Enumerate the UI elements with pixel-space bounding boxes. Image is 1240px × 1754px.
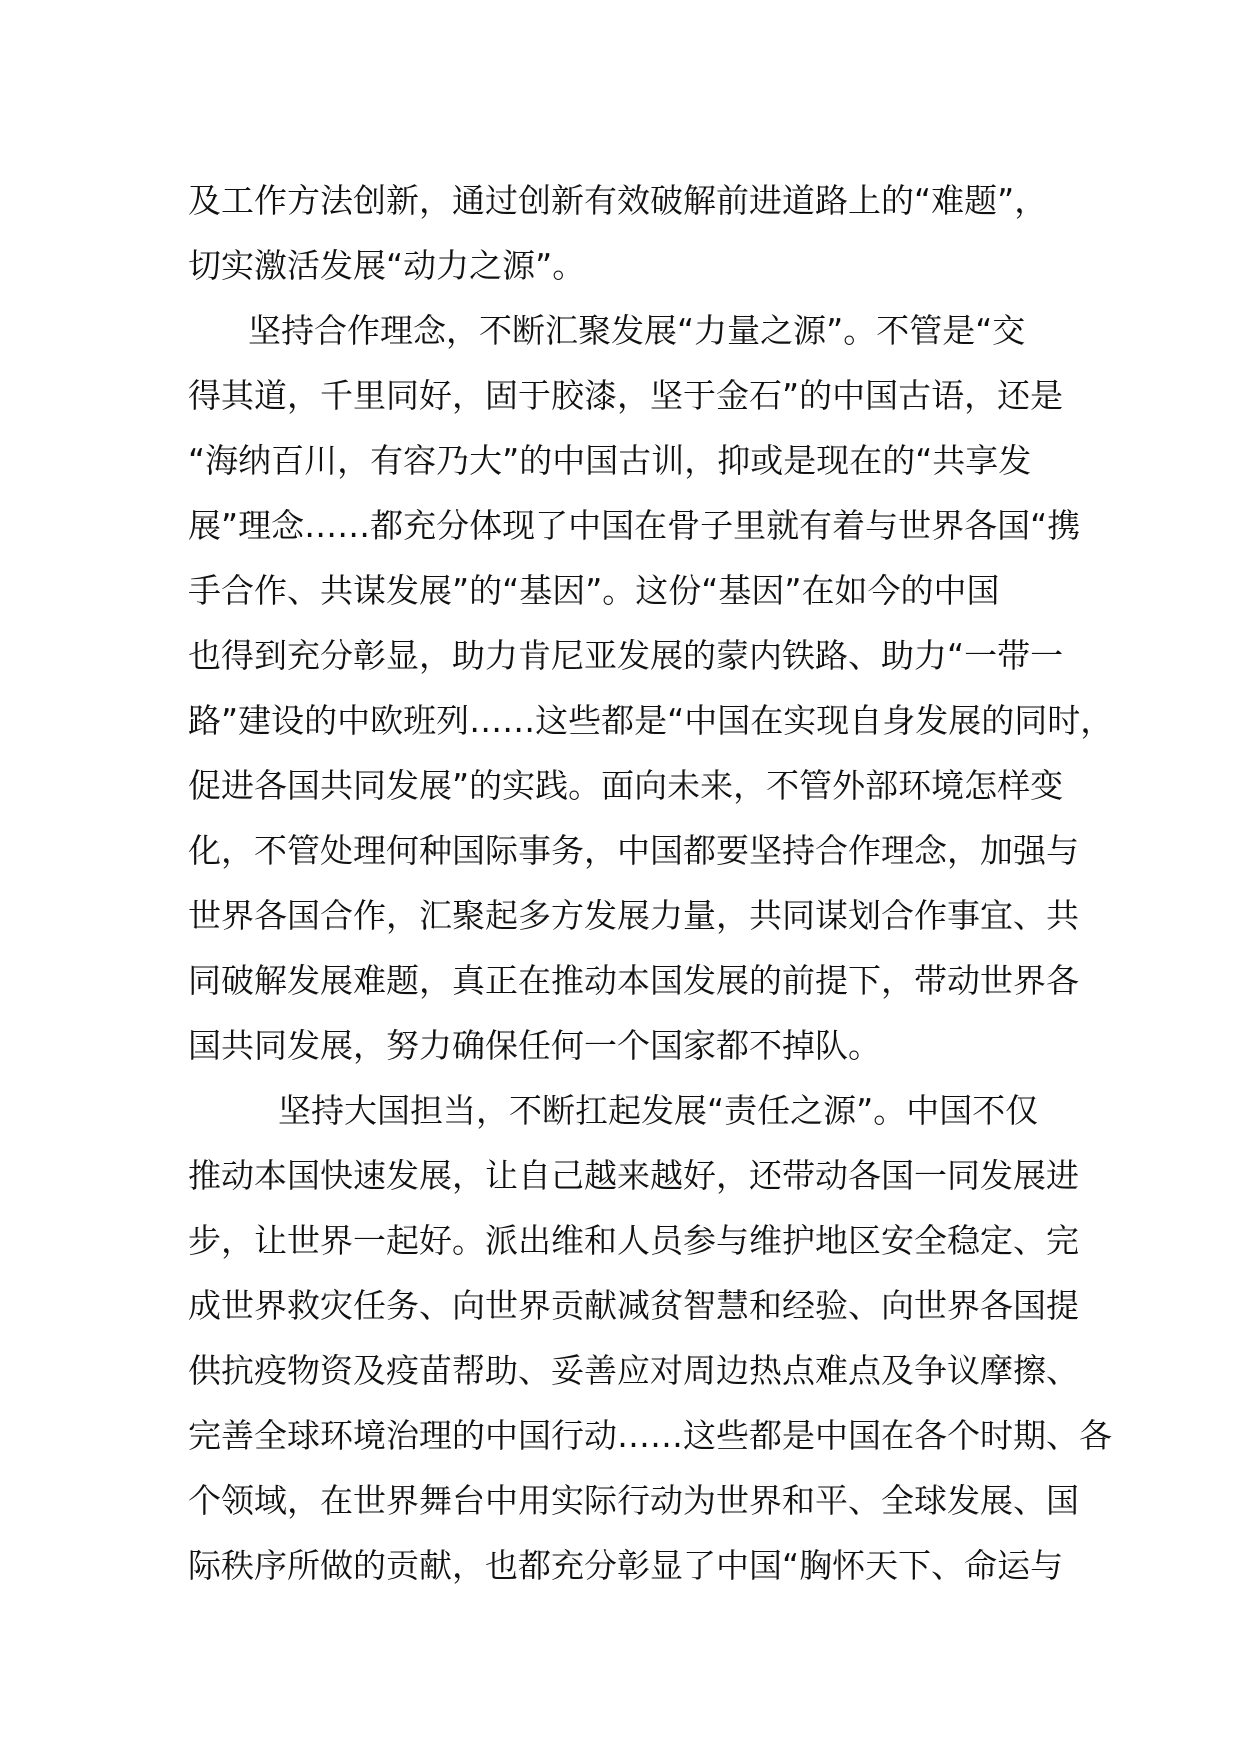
text-line: 切实激活发展“动力之源”。 bbox=[188, 246, 586, 285]
text-line: 国共同发展，努力确保任何一个国家都不掉队。 bbox=[188, 1026, 881, 1065]
text-line: 展”理念……都充分体现了中国在骨子里就有着与世界各国“携 bbox=[188, 506, 1081, 545]
text-line: 化，不管处理何种国际事务，中国都要坚持合作理念，加强与 bbox=[188, 831, 1079, 870]
text-line: 同破解发展难题，真正在推动本国发展的前提下，带动世界各 bbox=[188, 961, 1079, 1000]
paragraph-heading-line: 坚持大国担当，不断扛起发展“责任之源”。中国不仅 bbox=[278, 1091, 1039, 1130]
text-line: 路”建设的中欧班列……这些都是“中国在实现自身发展的同时， bbox=[188, 701, 1114, 740]
text-line: 得其道，千里同好，固于胶漆，坚于金石”的中国古语，还是 bbox=[188, 376, 1064, 415]
document-body bbox=[188, 168, 1114, 1598]
text-line: 手合作、共谋发展”的“基因”。这份“基因”在如今的中国 bbox=[188, 571, 1000, 610]
text-line: 推动本国快速发展，让自己越来越好，还带动各国一同发展进 bbox=[188, 1156, 1079, 1195]
text-line: 世界各国合作，汇聚起多方发展力量，共同谋划合作事宜、共 bbox=[188, 896, 1079, 935]
text-line: 步，让世界一起好。派出维和人员参与维护地区安全稳定、完 bbox=[188, 1221, 1079, 1260]
text-line: 际秩序所做的贡献，也都充分彰显了中国“胸怀天下、命运与 bbox=[188, 1546, 1064, 1585]
text-line: 也得到充分彰显，助力肯尼亚发展的蒙内铁路、助力“一带一 bbox=[188, 636, 1064, 675]
text-line: 促进各国共同发展”的实践。面向未来，不管外部环境怎样变 bbox=[188, 766, 1064, 805]
text-line: 供抗疫物资及疫苗帮助、妥善应对周边热点难点及争议摩擦、 bbox=[188, 1351, 1079, 1390]
text-line: 个领域，在世界舞台中用实际行动为世界和平、全球发展、国 bbox=[188, 1481, 1079, 1520]
text-line: 及工作方法创新，通过创新有效破解前进道路上的“难题”， bbox=[188, 181, 1048, 220]
text-line: 成世界救灾任务、向世界贡献减贫智慧和经验、向世界各国提 bbox=[188, 1286, 1079, 1325]
text-line: 完善全球环境治理的中国行动……这些都是中国在各个时期、各 bbox=[188, 1416, 1112, 1455]
text-line: “海纳百川，有容乃大”的中国古训，抑或是现在的“共享发 bbox=[188, 441, 1032, 480]
paragraph-heading-line: 坚持合作理念，不断汇聚发展“力量之源”。不管是“交 bbox=[248, 311, 1026, 350]
